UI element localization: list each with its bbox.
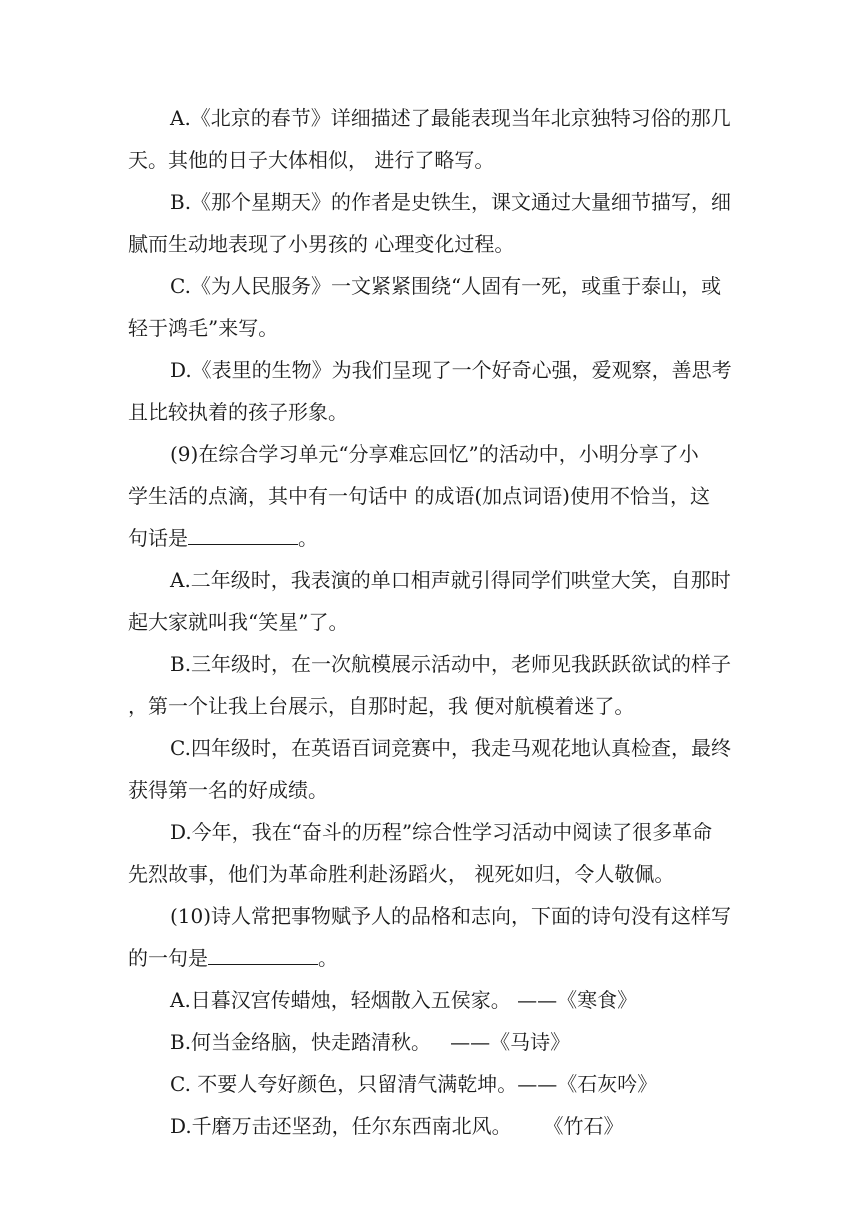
q9-stem-line1: (9)在综合学习单元“分享难忘回忆”的活动中，小明分享了小 xyxy=(170,442,699,466)
q10-option-b: B.何当金络脑，快走踏清秋。 ——《马诗》 xyxy=(170,1030,571,1054)
q8-option-c-line1: C.《为人民服务》一文紧紧围绕“人固有一死，或重于泰山，或 xyxy=(170,274,722,298)
q8-option-b-line2: 腻而生动地表现了小男孩的 心理变化过程。 xyxy=(128,232,515,256)
q9-option-b-line2: ，第一个让我上台展示，自那时起，我 便对航模着迷了。 xyxy=(128,694,635,718)
q9-answer-blank[interactable] xyxy=(188,518,298,545)
q10-option-a: A.日暮汉宫传蜡烛，轻烟散入五侯家。 ——《寒食》 xyxy=(170,988,638,1012)
q10-stem-line1: (10)诗人常把事物赋予人的品格和志向，下面的诗句没有这样写 xyxy=(170,904,732,928)
q10-option-c: C. 不要人夸好颜色，只留清气满乾坤。——《石灰吟》 xyxy=(170,1072,658,1096)
q8-option-c-line2: 轻于鸿毛”来写。 xyxy=(128,316,279,340)
q9-stem-line2: 学生活的点滴，其中有一句话中 的成语(加点词语)使用不恰当，这 xyxy=(128,484,710,508)
q8-option-b-line1: B.《那个星期天》的作者是史铁生，课文通过大量细节描写，细 xyxy=(170,190,732,214)
q10-option-d: D.千磨万击还坚劲，任尔东西南北风。 《竹石》 xyxy=(170,1114,624,1138)
q9-option-a-line1: A.二年级时，我表演的单口相声就引得同学们哄堂大笑，自那时 xyxy=(170,568,731,592)
q8-option-d-line1: D.《表里的生物》为我们呈现了一个好奇心强，爱观察，善思考 xyxy=(170,358,732,382)
q8-option-a-line1: A.《北京的春节》详细描述了最能表现当年北京独特习俗的那几 xyxy=(170,106,731,130)
q9-option-b-line1: B.三年级时，在一次航模展示活动中，老师见我跃跃欲试的样子 xyxy=(170,652,732,676)
q9-option-c-line1: C.四年级时，在英语百词竞赛中，我走马观花地认真检查，最终 xyxy=(170,736,731,760)
q9-option-d-line1: D.今年，我在“奋斗的历程”综合性学习活动中阅读了很多革命 xyxy=(170,820,713,844)
q8-option-a-line2: 天。其他的日子大体相似， 进行了略写。 xyxy=(128,148,495,172)
q9-option-a-line2: 起大家就叫我“笑星”了。 xyxy=(128,610,349,634)
q10-stem-text: 的一句是 xyxy=(128,946,208,970)
q10-answer-blank[interactable] xyxy=(208,938,318,965)
q9-option-c-line2: 获得第一名的好成绩。 xyxy=(128,778,328,802)
q8-option-d-line2: 且比较执着的孩子形象。 xyxy=(128,400,348,424)
q9-stem-text: 句话是 xyxy=(128,526,188,550)
q9-option-d-line2: 先烈故事，他们为革命胜利赴汤蹈火， 视死如归，令人敬佩。 xyxy=(128,862,675,886)
q10-stem-end: 。 xyxy=(318,946,338,970)
q9-stem-line3 xyxy=(128,517,728,559)
document-body xyxy=(128,97,732,1147)
q9-stem-end: 。 xyxy=(298,526,318,550)
q10-stem-line2 xyxy=(128,937,728,979)
